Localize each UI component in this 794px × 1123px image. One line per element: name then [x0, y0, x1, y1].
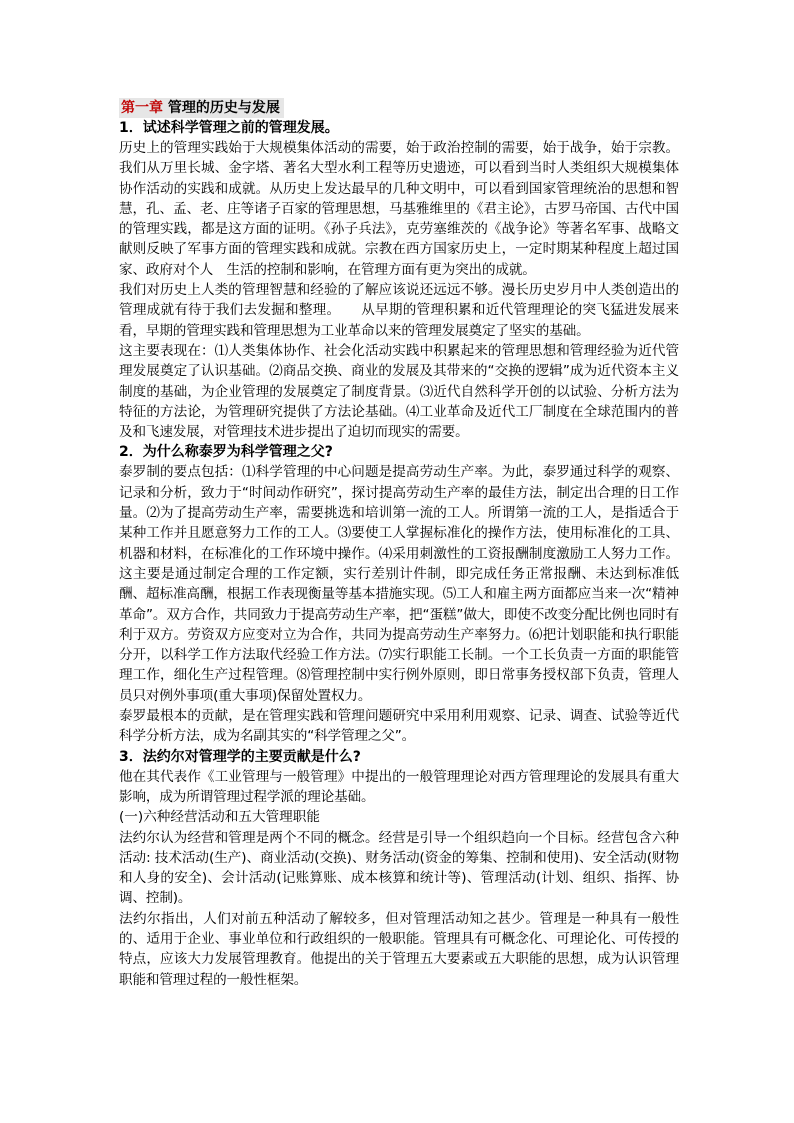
question-heading: 1．试述科学管理之前的管理发展。	[119, 120, 339, 136]
paragraph: 历史上的管理实践始于大规模集体活动的需要，始于政治控制的需要，始于战争，始于宗教。我们从万里长城、金字塔、著名大型水利工程等历史遗迹，可以看到当时人类组织大规模集体协作活动的实践和成就。从历史上发达最早的几种文明中，可以看到国家管理统治的思想和智慧，孔、孟、老、庄等诸子百家的管理思想，马基雅维里的《君主论》，古罗马帝国、古代中国的管理实践，都是这方面的证明。《孙子兵法》，克劳塞维茨的《战争论》等著名军事、战略文献则反映了军事方面的管理实践和成就。宗教在西方国家历史上，一定时期某种程度上超过国家、政府对个人 生活的控制和影响，在管理方面有更为突出的成就。	[119, 140, 679, 278]
document-page	[119, 97, 679, 990]
paragraph: 他在其代表作《工业管理与一般管理》中提出的一般管理理论对西方管理理论的发展具有重大影响，成为所谓管理过程学派的理论基础。	[119, 768, 679, 805]
paragraph: 法约尔指出，人们对前五种活动了解较多，但对管理活动知之甚少。管理是一种具有一般性的、适用于企业、事业单位和行政组织的一般职能。管理具有可概念化、可理论化、可传授的特点，应该大力发展管理教育。他提出的关于管理五大要素或五大职能的思想，成为认识管理职能和管理过程的一般性框架。	[119, 910, 679, 988]
paragraph: 我们对历史上人类的管理智慧和经验的了解应该说还远远不够。漫长历史岁月中人类创造出的管理成就有待于我们去发掘和整理。 从早期的管理积累和近代管理理论的突飞猛进发展来看，早期的管理实践和管理思想为工业革命以来的管理发展奠定了坚实的基础。	[119, 282, 679, 339]
paragraph: 这主要表现在：⑴人类集体协作、社会化活动实践中积累起来的管理思想和管理经验为近代管理发展奠定了认识基础。⑵商品交换、商业的发展及其带来的“交换的逻辑”成为近代资本主义制度的基础，为企业管理的发展奠定了制度背景。⑶近代自然科学开创的以试验、分析方法为特征的方法论，为管理研究提供了方法论基础。⑷工业革命及近代工厂制度在全球范围内的普及和飞速发展，对管理技术进步提出了迫切而现实的需要。	[119, 342, 679, 441]
question-heading: 3．法约尔对管理学的主要贡献是什么?	[119, 748, 361, 765]
subheading: (一)六种经营活动和五大管理职能	[119, 809, 320, 826]
chapter-title: 管理的历史与发展	[163, 100, 280, 116]
paragraph: 泰罗最根本的贡献，是在管理实践和管理问题研究中采用利用观察、记录、调查、试验等近代科学分析方法，成为名副其实的“科学管理之父”。	[119, 708, 679, 745]
paragraph: 泰罗制的要点包括：⑴科学管理的中心问题是提高劳动生产率。为此，泰罗通过科学的观察、记录和分析，致力于“时间动作研究”，探讨提高劳动生产率的最佳方法，制定出合理的日工作量。⑵为了提高劳动生产率，需要挑选和培训第一流的工人。所谓第一流的工人，是指适合于某种工作并且愿意努力工作的工人。⑶要使工人掌握标准化的操作方法，使用标准化的工具、机器和材料，在标准化的工作环境中操作。⑷采用刺激性的工资报酬制度激励工人努力工作。这主要是通过制定合理的工作定额，实行差别计件制，即完成任务正常报酬、未达到标准低酬、超标准高酬，根据工作表现衡量等基本措施实现。⑸工人和雇主两方面都应当来一次“精神革命”。双方合作，共同致力于提高劳动生产率，把“蛋糕”做大，即使不改变分配比例也同时有利于双方。劳资双方应变对立为合作，共同为提高劳动生产率努力。⑹把计划职能和执行职能分开，以科学工作方法取代经验工作方法。⑺实行职能工长制。一个工长负责一方面的职能管理工作，细化生产过程管理。⑻管理控制中实行例外原则，即日常事务授权部下负责，管理人员只对例外事项(重大事项)保留处置权力。	[119, 464, 679, 704]
chapter-number: 第一章	[121, 100, 163, 116]
paragraph: 法约尔认为经营和管理是两个不同的概念。经营是引导一个组织趋向一个目标。经营包含六种活动: 技术活动(生产)、商业活动(交换)、财务活动(资金的筹集、控制和使用)、安全活动(财物和人身的安全)、会计活动(记账算账、成本核算和统计等)、管理活动(计划、组织、指挥、协调、控制)。	[119, 829, 679, 907]
chapter-heading	[119, 98, 284, 118]
question-heading: 2．为什么称泰罗为科学管理之父?	[119, 444, 333, 461]
